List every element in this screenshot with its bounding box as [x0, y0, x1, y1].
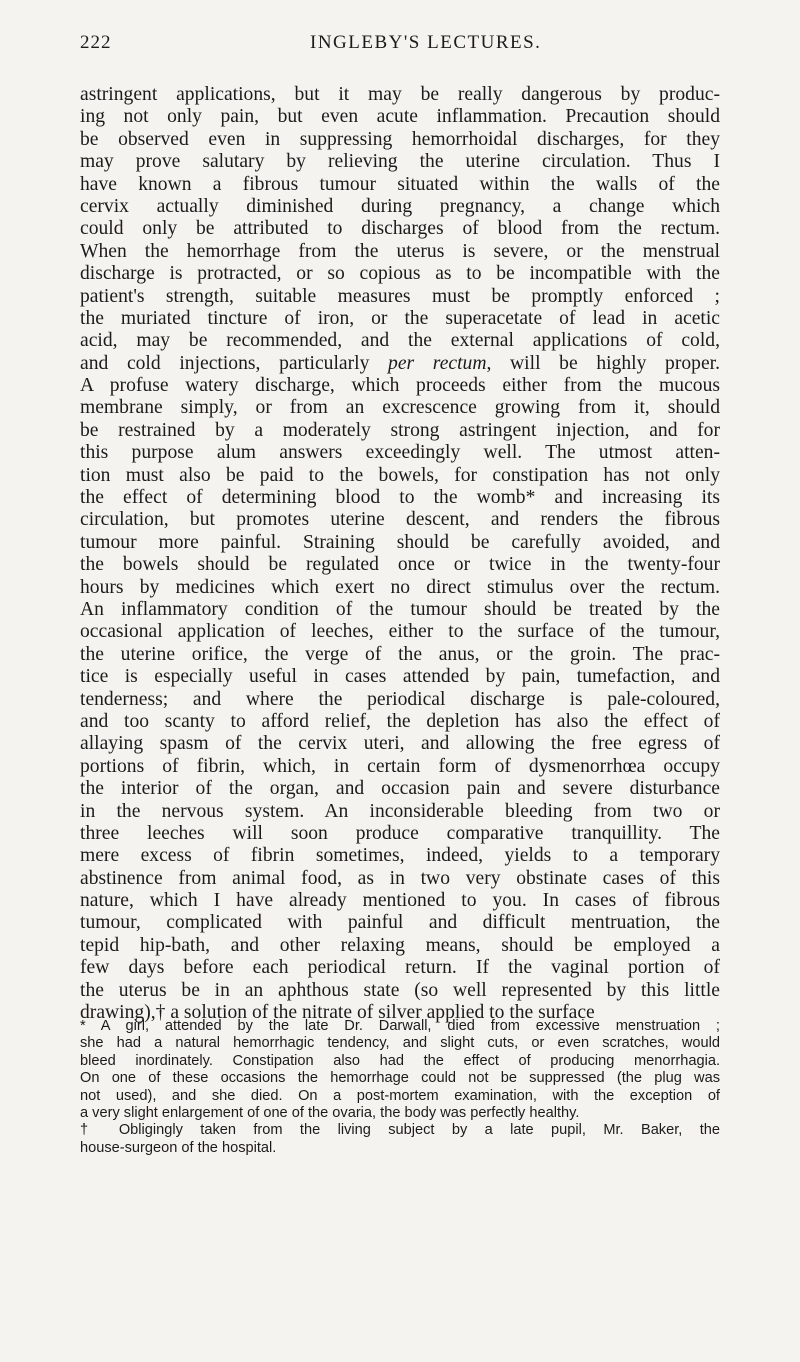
body-line: could only be attributed to discharges of blood from the rectum.	[80, 218, 720, 240]
body-text	[80, 84, 720, 1024]
body-line: tumour, complicated with painful and difficult mentruation, the	[80, 912, 720, 934]
body-line: and cold injections, particularly per rectum, will be highly proper.	[80, 352, 720, 374]
body-line: membrane simply, or from an excrescence growing from it, should	[80, 397, 720, 419]
body-line: the bowels should be regulated once or twice in the twenty-four	[80, 554, 720, 576]
footnote-line: a very slight enlargement of one of the ovaria, the body was perfectly healthy.	[80, 1104, 580, 1121]
body-line: allaying spasm of the cervix uteri, and allowing the free egress of	[80, 733, 720, 755]
body-line: occasional application of leeches, either to the surface of the tumour,	[80, 621, 720, 643]
body-line: tumour more painful. Straining should be carefully avoided, and	[80, 531, 720, 553]
body-line: mere excess of fibrin sometimes, indeed, yields to a temporary	[80, 845, 720, 867]
body-line: portions of fibrin, which, in certain form of dysmenorrhœa occupy	[80, 755, 720, 777]
body-line: tenderness; and where the periodical discharge is pale-coloured,	[80, 688, 720, 710]
body-line: astringent applications, but it may be really dangerous by produc-	[80, 84, 720, 105]
body-line: have known a fibrous tumour situated within the walls of the	[80, 173, 720, 195]
running-header	[80, 32, 720, 66]
body-line: A profuse watery discharge, which proceeds either from the mucous	[80, 375, 720, 397]
body-line: three leeches will soon produce comparative tranquillity. The	[80, 822, 720, 844]
body-line: in the nervous system. An inconsiderable bleeding from two or	[80, 800, 720, 822]
body-line: discharge is protracted, or so copious as to be incompatible with the	[80, 263, 720, 285]
body-line: the uterine orifice, the verge of the anus, or the groin. The prac-	[80, 643, 720, 665]
footnote-line: house-surgeon of the hospital.	[80, 1139, 277, 1156]
body-line: and too scanty to afford relief, the depletion has also the effect of	[80, 710, 720, 732]
body-line: the uterus be in an aphthous state (so well represented by this little	[80, 979, 720, 1001]
footnote-line: * A girl, attended by the late Dr. Darwall, died from excessive menstruation ;	[80, 1018, 720, 1034]
footnote-line: she had a natural hemorrhagic tendency, and slight cuts, or even scratches, would	[80, 1035, 720, 1052]
body-line: the effect of determining blood to the womb* and increasing its	[80, 487, 720, 509]
body-line: cervix actually diminished during pregnancy, a change which	[80, 195, 720, 217]
body-line: tion must also be paid to the bowels, for constipation has not only	[80, 464, 720, 486]
running-title: INGLEBY'S LECTURES.	[310, 32, 542, 53]
body-line: nature, which I have already mentioned to you. In cases of fibrous	[80, 890, 720, 912]
body-line: hours by medicines which exert no direct stimulus over the rectum.	[80, 576, 720, 598]
footnote-line: † Obligingly taken from the living subject by a late pupil, Mr. Baker, the	[80, 1122, 720, 1139]
footnote-line: On one of these occasions the hemorrhage could not be suppressed (the plug was	[80, 1070, 720, 1087]
body-line: acid, may be recommended, and the external applications of cold,	[80, 330, 720, 352]
footnote-line: not used), and she died. On a post-mortem examination, with the exception of	[80, 1087, 720, 1104]
body-line: patient's strength, suitable measures must be promptly enforced ;	[80, 285, 720, 307]
body-line: abstinence from animal food, as in two very obstinate cases of this	[80, 867, 720, 889]
body-line: the muriated tincture of iron, or the superacetate of lead in acetic	[80, 307, 720, 329]
body-line: drawing),† a solution of the nitrate of silver applied to the surface	[80, 1002, 595, 1024]
body-line: this purpose alum answers exceedingly well. The utmost atten-	[80, 442, 720, 464]
body-line: tice is especially useful in cases attended by pain, tumefaction, and	[80, 666, 720, 688]
body-line: tepid hip-bath, and other relaxing means, should be employed a	[80, 934, 720, 956]
body-line: When the hemorrhage from the uterus is severe, or the menstrual	[80, 240, 720, 262]
body-line: may prove salutary by relieving the uterine circulation. Thus I	[80, 151, 720, 173]
body-line: An inflammatory condition of the tumour should be treated by the	[80, 598, 720, 620]
footnotes	[80, 1018, 720, 1157]
body-line: circulation, but promotes uterine descent, and renders the fibrous	[80, 509, 720, 531]
body-line: be restrained by a moderately strong astringent injection, and for	[80, 419, 720, 441]
body-line: ing not only pain, but even acute inflammation. Precaution should	[80, 106, 720, 128]
body-line: few days before each periodical return. If the vaginal portion of	[80, 957, 720, 979]
body-line: the interior of the organ, and occasion pain and severe disturbance	[80, 778, 720, 800]
body-line: be observed even in suppressing hemorrhoidal discharges, for they	[80, 128, 720, 150]
footnote-line: bleed inordinately. Constipation also had the effect of producing menorrhagia.	[80, 1052, 720, 1069]
page-number: 222	[80, 32, 112, 53]
